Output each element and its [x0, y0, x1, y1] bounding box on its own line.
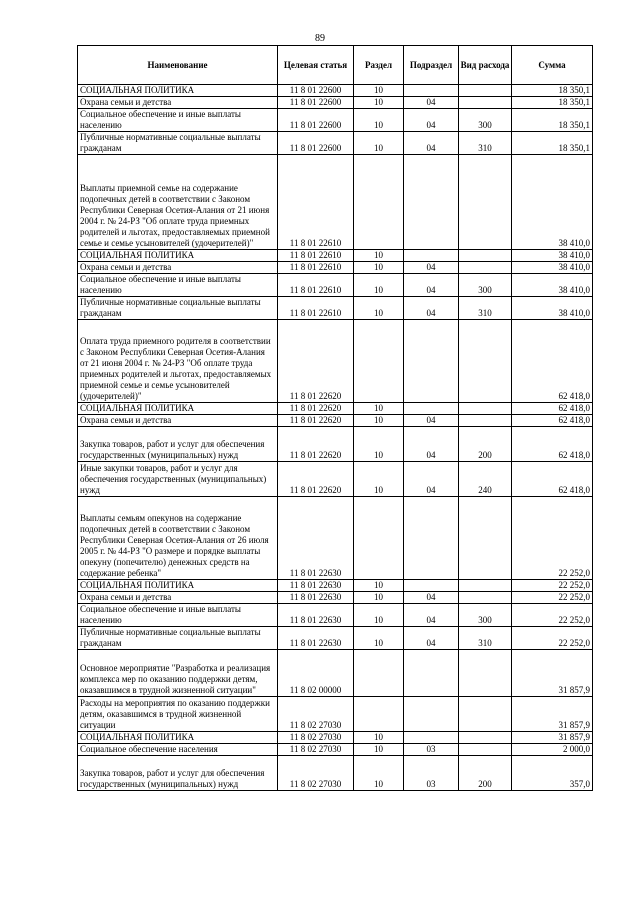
cell-name: Расходы на мероприятия по оказанию поддержки детям, оказавшимся в трудной жизненной ситуации — [78, 697, 278, 732]
cell-sum: 22 252,0 — [512, 497, 593, 580]
cell-code: 11 8 01 22610 — [278, 155, 354, 250]
cell-subsection: 04 — [404, 274, 459, 297]
cell-code: 11 8 01 22610 — [278, 297, 354, 320]
cell-subsection: 04 — [404, 462, 459, 497]
cell-kind: 200 — [459, 427, 512, 462]
cell-code: 11 8 02 00000 — [278, 650, 354, 697]
cell-subsection — [404, 250, 459, 262]
header-kind: Вид расхода — [459, 46, 512, 85]
cell-code: 11 8 01 22630 — [278, 580, 354, 592]
cell-code: 11 8 01 22620 — [278, 320, 354, 403]
cell-sum: 62 418,0 — [512, 415, 593, 427]
cell-section: 10 — [354, 262, 404, 274]
cell-subsection: 04 — [404, 262, 459, 274]
cell-name: Закупка товаров, работ и услуг для обеспечения государственных (муниципальных) нужд — [78, 756, 278, 791]
cell-name: СОЦИАЛЬНАЯ ПОЛИТИКА — [78, 580, 278, 592]
cell-subsection: 03 — [404, 756, 459, 791]
cell-kind — [459, 732, 512, 744]
cell-name: Охрана семьи и детства — [78, 592, 278, 604]
cell-sum: 31 857,9 — [512, 697, 593, 732]
cell-sum: 22 252,0 — [512, 604, 593, 627]
page-number: 89 — [315, 33, 325, 44]
cell-sum: 38 410,0 — [512, 297, 593, 320]
cell-subsection — [404, 497, 459, 580]
cell-code: 11 8 01 22600 — [278, 85, 354, 97]
table-row — [78, 97, 593, 109]
cell-name: Социальное обеспечение и иные выплаты населению — [78, 274, 278, 297]
cell-subsection: 04 — [404, 415, 459, 427]
cell-section: 10 — [354, 132, 404, 155]
cell-subsection — [404, 697, 459, 732]
cell-section: 10 — [354, 250, 404, 262]
cell-sum: 22 252,0 — [512, 592, 593, 604]
cell-code: 11 8 01 22600 — [278, 97, 354, 109]
cell-name: Охрана семьи и детства — [78, 415, 278, 427]
cell-sum: 22 252,0 — [512, 580, 593, 592]
cell-sum: 38 410,0 — [512, 274, 593, 297]
cell-subsection: 03 — [404, 744, 459, 756]
cell-subsection: 04 — [404, 109, 459, 132]
cell-sum: 38 410,0 — [512, 155, 593, 250]
cell-sum: 22 252,0 — [512, 627, 593, 650]
cell-name: СОЦИАЛЬНАЯ ПОЛИТИКА — [78, 85, 278, 97]
cell-kind: 300 — [459, 274, 512, 297]
cell-sum: 62 418,0 — [512, 403, 593, 415]
cell-name: Оплата труда приемного родителя в соответствии с Законом Республики Северная Осетия-Алания от 21 июня 2004 г. № 24-РЗ "Об оплате труда приемных родителей и льготах, предоставляемых приемной семье и семье усыновителей (удочерителей)" — [78, 320, 278, 403]
table-row — [78, 132, 593, 155]
table-row — [78, 697, 593, 732]
cell-kind: 310 — [459, 297, 512, 320]
cell-sum: 18 350,1 — [512, 132, 593, 155]
cell-kind: 300 — [459, 109, 512, 132]
cell-kind — [459, 744, 512, 756]
cell-code: 11 8 01 22610 — [278, 262, 354, 274]
cell-kind: 300 — [459, 604, 512, 627]
cell-section — [354, 155, 404, 250]
table-row — [78, 650, 593, 697]
cell-sum: 31 857,9 — [512, 732, 593, 744]
cell-subsection — [404, 732, 459, 744]
cell-kind — [459, 320, 512, 403]
cell-kind — [459, 415, 512, 427]
cell-kind — [459, 580, 512, 592]
cell-kind — [459, 650, 512, 697]
cell-section: 10 — [354, 592, 404, 604]
cell-code: 11 8 02 27030 — [278, 697, 354, 732]
cell-name: Основное мероприятие "Разработка и реализация комплекса мер по оказанию поддержки детям, оказавшимся в трудной жизненной ситуации" — [78, 650, 278, 697]
table-row — [78, 250, 593, 262]
cell-name: Социальное обеспечение населения — [78, 744, 278, 756]
table-row — [78, 109, 593, 132]
table-row — [78, 427, 593, 462]
cell-name: Иные закупки товаров, работ и услуг для обеспечения государственных (муниципальных) нужд — [78, 462, 278, 497]
cell-name: Публичные нормативные социальные выплаты гражданам — [78, 132, 278, 155]
table-row — [78, 462, 593, 497]
cell-name: Социальное обеспечение и иные выплаты населению — [78, 109, 278, 132]
cell-section — [354, 320, 404, 403]
cell-kind: 310 — [459, 627, 512, 650]
cell-code: 11 8 01 22620 — [278, 415, 354, 427]
cell-subsection — [404, 155, 459, 250]
cell-section: 10 — [354, 462, 404, 497]
cell-code: 11 8 01 22630 — [278, 497, 354, 580]
cell-subsection: 04 — [404, 627, 459, 650]
cell-subsection — [404, 650, 459, 697]
table-row — [78, 262, 593, 274]
table-row — [78, 497, 593, 580]
cell-sum: 62 418,0 — [512, 320, 593, 403]
table-row — [78, 580, 593, 592]
cell-sum: 18 350,1 — [512, 109, 593, 132]
cell-kind — [459, 697, 512, 732]
cell-section: 10 — [354, 85, 404, 97]
cell-code: 11 8 01 22600 — [278, 109, 354, 132]
cell-name: СОЦИАЛЬНАЯ ПОЛИТИКА — [78, 403, 278, 415]
cell-subsection — [404, 320, 459, 403]
cell-code: 11 8 01 22620 — [278, 427, 354, 462]
cell-name: Публичные нормативные социальные выплаты гражданам — [78, 297, 278, 320]
cell-sum: 38 410,0 — [512, 262, 593, 274]
table-row — [78, 85, 593, 97]
cell-code: 11 8 01 22630 — [278, 592, 354, 604]
table-row — [78, 403, 593, 415]
cell-name: Социальное обеспечение и иные выплаты населению — [78, 604, 278, 627]
cell-section: 10 — [354, 109, 404, 132]
cell-name: Охрана семьи и детства — [78, 97, 278, 109]
cell-sum: 18 350,1 — [512, 97, 593, 109]
cell-subsection: 04 — [404, 297, 459, 320]
cell-code: 11 8 02 27030 — [278, 756, 354, 791]
cell-subsection: 04 — [404, 427, 459, 462]
budget-table — [77, 45, 593, 791]
cell-kind — [459, 592, 512, 604]
table-row — [78, 297, 593, 320]
cell-name: Выплаты приемной семье на содержание подопечных детей в соответствии с Законом Республики Северная Осетия-Алания от 21 июня 2004 г. № 24-РЗ "Об оплате труда приемных родителей и льготах, предоставляемых приемной семье и семье усыновителей (удочерителей)" — [78, 155, 278, 250]
cell-kind: 240 — [459, 462, 512, 497]
cell-section: 10 — [354, 604, 404, 627]
cell-kind — [459, 403, 512, 415]
cell-sum: 2 000,0 — [512, 744, 593, 756]
table-row — [78, 155, 593, 250]
cell-section: 10 — [354, 580, 404, 592]
cell-section — [354, 697, 404, 732]
cell-subsection: 04 — [404, 592, 459, 604]
cell-name: СОЦИАЛЬНАЯ ПОЛИТИКА — [78, 250, 278, 262]
cell-kind — [459, 85, 512, 97]
cell-sum: 62 418,0 — [512, 462, 593, 497]
cell-kind — [459, 155, 512, 250]
header-section: Раздел — [354, 46, 404, 85]
cell-section — [354, 650, 404, 697]
cell-section: 10 — [354, 97, 404, 109]
table-row — [78, 627, 593, 650]
table-row — [78, 274, 593, 297]
cell-section: 10 — [354, 274, 404, 297]
cell-subsection — [404, 403, 459, 415]
cell-code: 11 8 01 22610 — [278, 274, 354, 297]
cell-sum: 357,0 — [512, 756, 593, 791]
cell-subsection — [404, 85, 459, 97]
cell-kind: 200 — [459, 756, 512, 791]
table-row — [78, 744, 593, 756]
cell-sum: 31 857,9 — [512, 650, 593, 697]
cell-sum: 18 350,1 — [512, 85, 593, 97]
cell-kind — [459, 262, 512, 274]
cell-section: 10 — [354, 403, 404, 415]
table-row — [78, 604, 593, 627]
cell-sum: 38 410,0 — [512, 250, 593, 262]
table-row — [78, 732, 593, 744]
cell-section: 10 — [354, 627, 404, 650]
cell-code: 11 8 01 22600 — [278, 132, 354, 155]
cell-code: 11 8 01 22630 — [278, 627, 354, 650]
table-row — [78, 415, 593, 427]
table-header-row — [78, 46, 593, 85]
cell-code: 11 8 02 27030 — [278, 732, 354, 744]
cell-code: 11 8 01 22620 — [278, 403, 354, 415]
cell-subsection: 04 — [404, 604, 459, 627]
cell-name: Выплаты семьям опекунов на содержание подопечных детей в соответствии с Законом Республики Северная Осетия-Алания от 26 июля 2005 г. № 44-РЗ "О размере и порядке выплаты опекуну (попечителю) денежных средств на содержание ребенка" — [78, 497, 278, 580]
cell-kind — [459, 497, 512, 580]
cell-kind — [459, 97, 512, 109]
cell-code: 11 8 02 27030 — [278, 744, 354, 756]
cell-section: 10 — [354, 732, 404, 744]
cell-code: 11 8 01 22610 — [278, 250, 354, 262]
cell-kind — [459, 250, 512, 262]
cell-code: 11 8 01 22630 — [278, 604, 354, 627]
cell-subsection: 04 — [404, 97, 459, 109]
cell-section — [354, 497, 404, 580]
cell-subsection: 04 — [404, 132, 459, 155]
header-subsection: Подраздел — [404, 46, 459, 85]
cell-sum: 62 418,0 — [512, 427, 593, 462]
table-row — [78, 592, 593, 604]
cell-section: 10 — [354, 756, 404, 791]
cell-section: 10 — [354, 297, 404, 320]
header-name: Наименование — [78, 46, 278, 85]
cell-name: Публичные нормативные социальные выплаты гражданам — [78, 627, 278, 650]
cell-section: 10 — [354, 427, 404, 462]
cell-name: Закупка товаров, работ и услуг для обеспечения государственных (муниципальных) нужд — [78, 427, 278, 462]
cell-subsection — [404, 580, 459, 592]
cell-name: Охрана семьи и детства — [78, 262, 278, 274]
cell-code: 11 8 01 22620 — [278, 462, 354, 497]
header-sum: Сумма — [512, 46, 593, 85]
cell-section: 10 — [354, 744, 404, 756]
header-code: Целевая статья — [278, 46, 354, 85]
cell-name: СОЦИАЛЬНАЯ ПОЛИТИКА — [78, 732, 278, 744]
cell-kind: 310 — [459, 132, 512, 155]
table-row — [78, 756, 593, 791]
table-row — [78, 320, 593, 403]
cell-section: 10 — [354, 415, 404, 427]
